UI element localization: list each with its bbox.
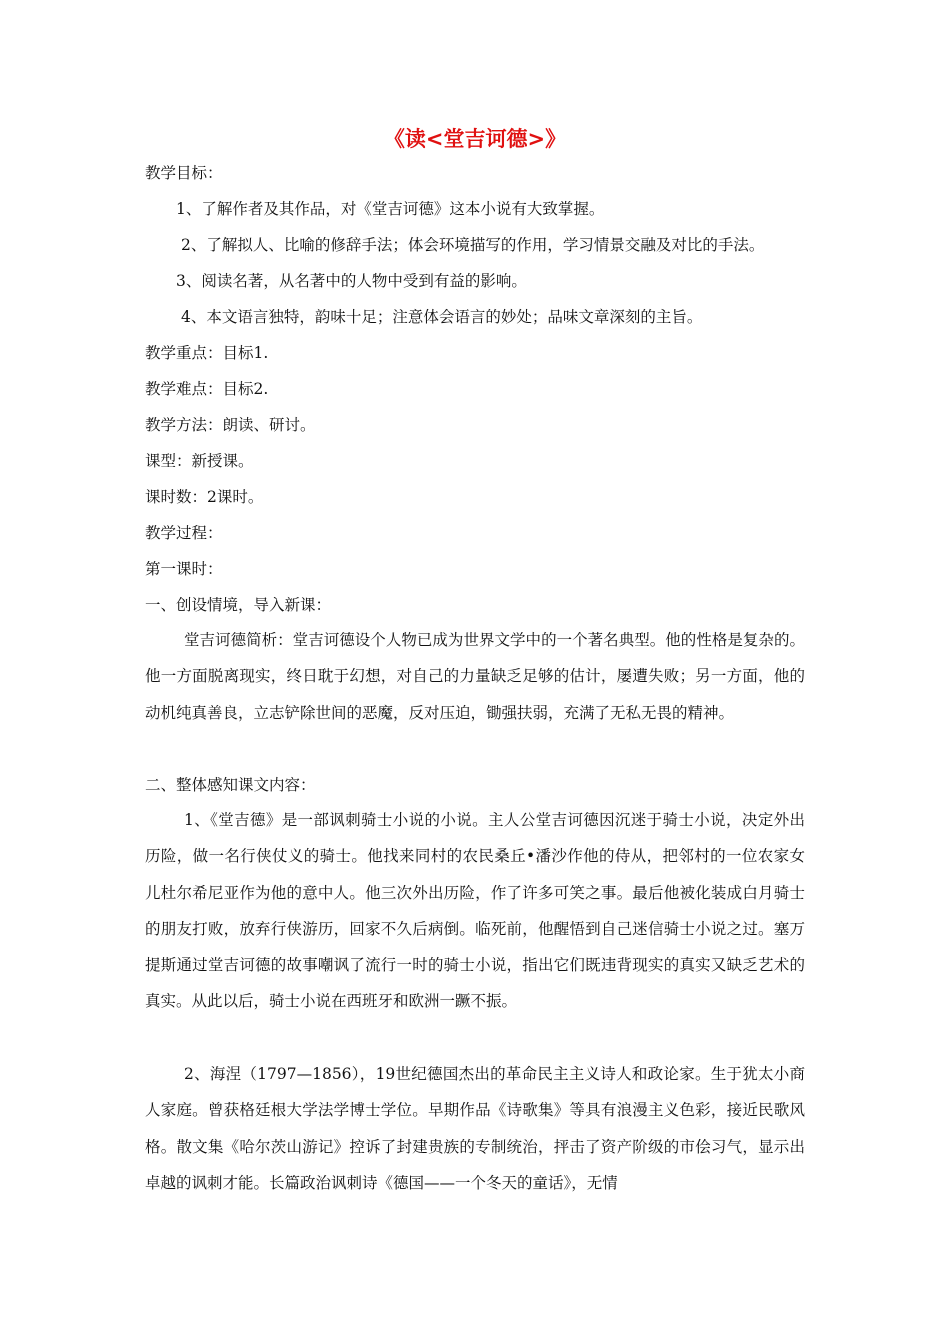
period-heading: 第一课时： bbox=[145, 560, 223, 578]
section1-paragraph: 堂吉诃德简析：堂吉诃德设个人物已成为世界文学中的一个著名典型。他的性格是复杂的。他一方面脱离现实，终日耽于幻想，对自己的力量缺乏足够的估计，屡遭失败；另一方面，他的动机纯真善良，立志铲除世间的恶魔，反对压迫，锄强扶弱，充满了无私无畏的精神。 bbox=[145, 631, 805, 722]
difficulty: 教学难点：目标2. bbox=[145, 380, 269, 398]
process-heading: 教学过程： bbox=[145, 524, 223, 542]
section1-heading: 一、创设情境，导入新课： bbox=[145, 596, 332, 614]
goal-item-4: 4、本文语言独特，韵味十足；注意体会语言的妙处；品味文章深刻的主旨。 bbox=[181, 308, 703, 326]
section2-heading: 二、整体感知课文内容： bbox=[145, 776, 316, 794]
section2-paragraph-2: 2、海涅（1797—1856），19世纪德国杰出的革命民主主义诗人和政论家。生于犹太小商人家庭。曾获格廷根大学法学博士学位。早期作品《诗歌集》等具有浪漫主义色彩，接近民歌风格。散文集《哈尔茨山游记》控诉了封建贵族的专制统治，抨击了资产阶级的市侩习气，显示出卓越的讽刺才能。长篇政治讽刺诗《德国——一个冬天的童话》，无情 bbox=[145, 1065, 805, 1192]
goal-item-3: 3、阅读名著，从名著中的人物中受到有益的影响。 bbox=[176, 272, 527, 290]
section2-paragraph-1: 1、《堂吉德》是一部讽刺骑士小说的小说。主人公堂吉诃德因沉迷于骑士小说，决定外出历险，做一名行侠仗义的骑士。他找来同村的农民桑丘•潘沙作他的侍从，把邻村的一位农家女儿杜尔希尼亚作为他的意中人。他三次外出历险，作了许多可笑之事。最后他被化装成白月骑士的朋友打败，放弃行侠游历，回家不久后病倒。临死前，他醒悟到自己迷信骑士小说之过。塞万提斯通过堂吉诃德的故事嘲讽了流行一时的骑士小说，指出它们既违背现实的真实又缺乏艺术的真实。从此以后，骑士小说在西班牙和欧洲一蹶不振。 bbox=[145, 811, 805, 1011]
key-point: 教学重点：目标1. bbox=[145, 344, 269, 362]
teaching-method: 教学方法：朗读、研讨。 bbox=[145, 416, 316, 434]
lesson-type: 课型：新授课。 bbox=[145, 452, 254, 470]
lesson-hours: 课时数：2课时。 bbox=[145, 488, 264, 506]
goal-item-2: 2、了解拟人、比喻的修辞手法；体会环境描写的作用，学习情景交融及对比的手法。 bbox=[181, 236, 765, 254]
goal-item-1: 1、了解作者及其作品，对《堂吉诃德》这本小说有大致掌握。 bbox=[176, 200, 605, 218]
goals-heading: 教学目标： bbox=[145, 164, 223, 182]
document-title: 《读<堂吉诃德>》 bbox=[383, 127, 567, 151]
